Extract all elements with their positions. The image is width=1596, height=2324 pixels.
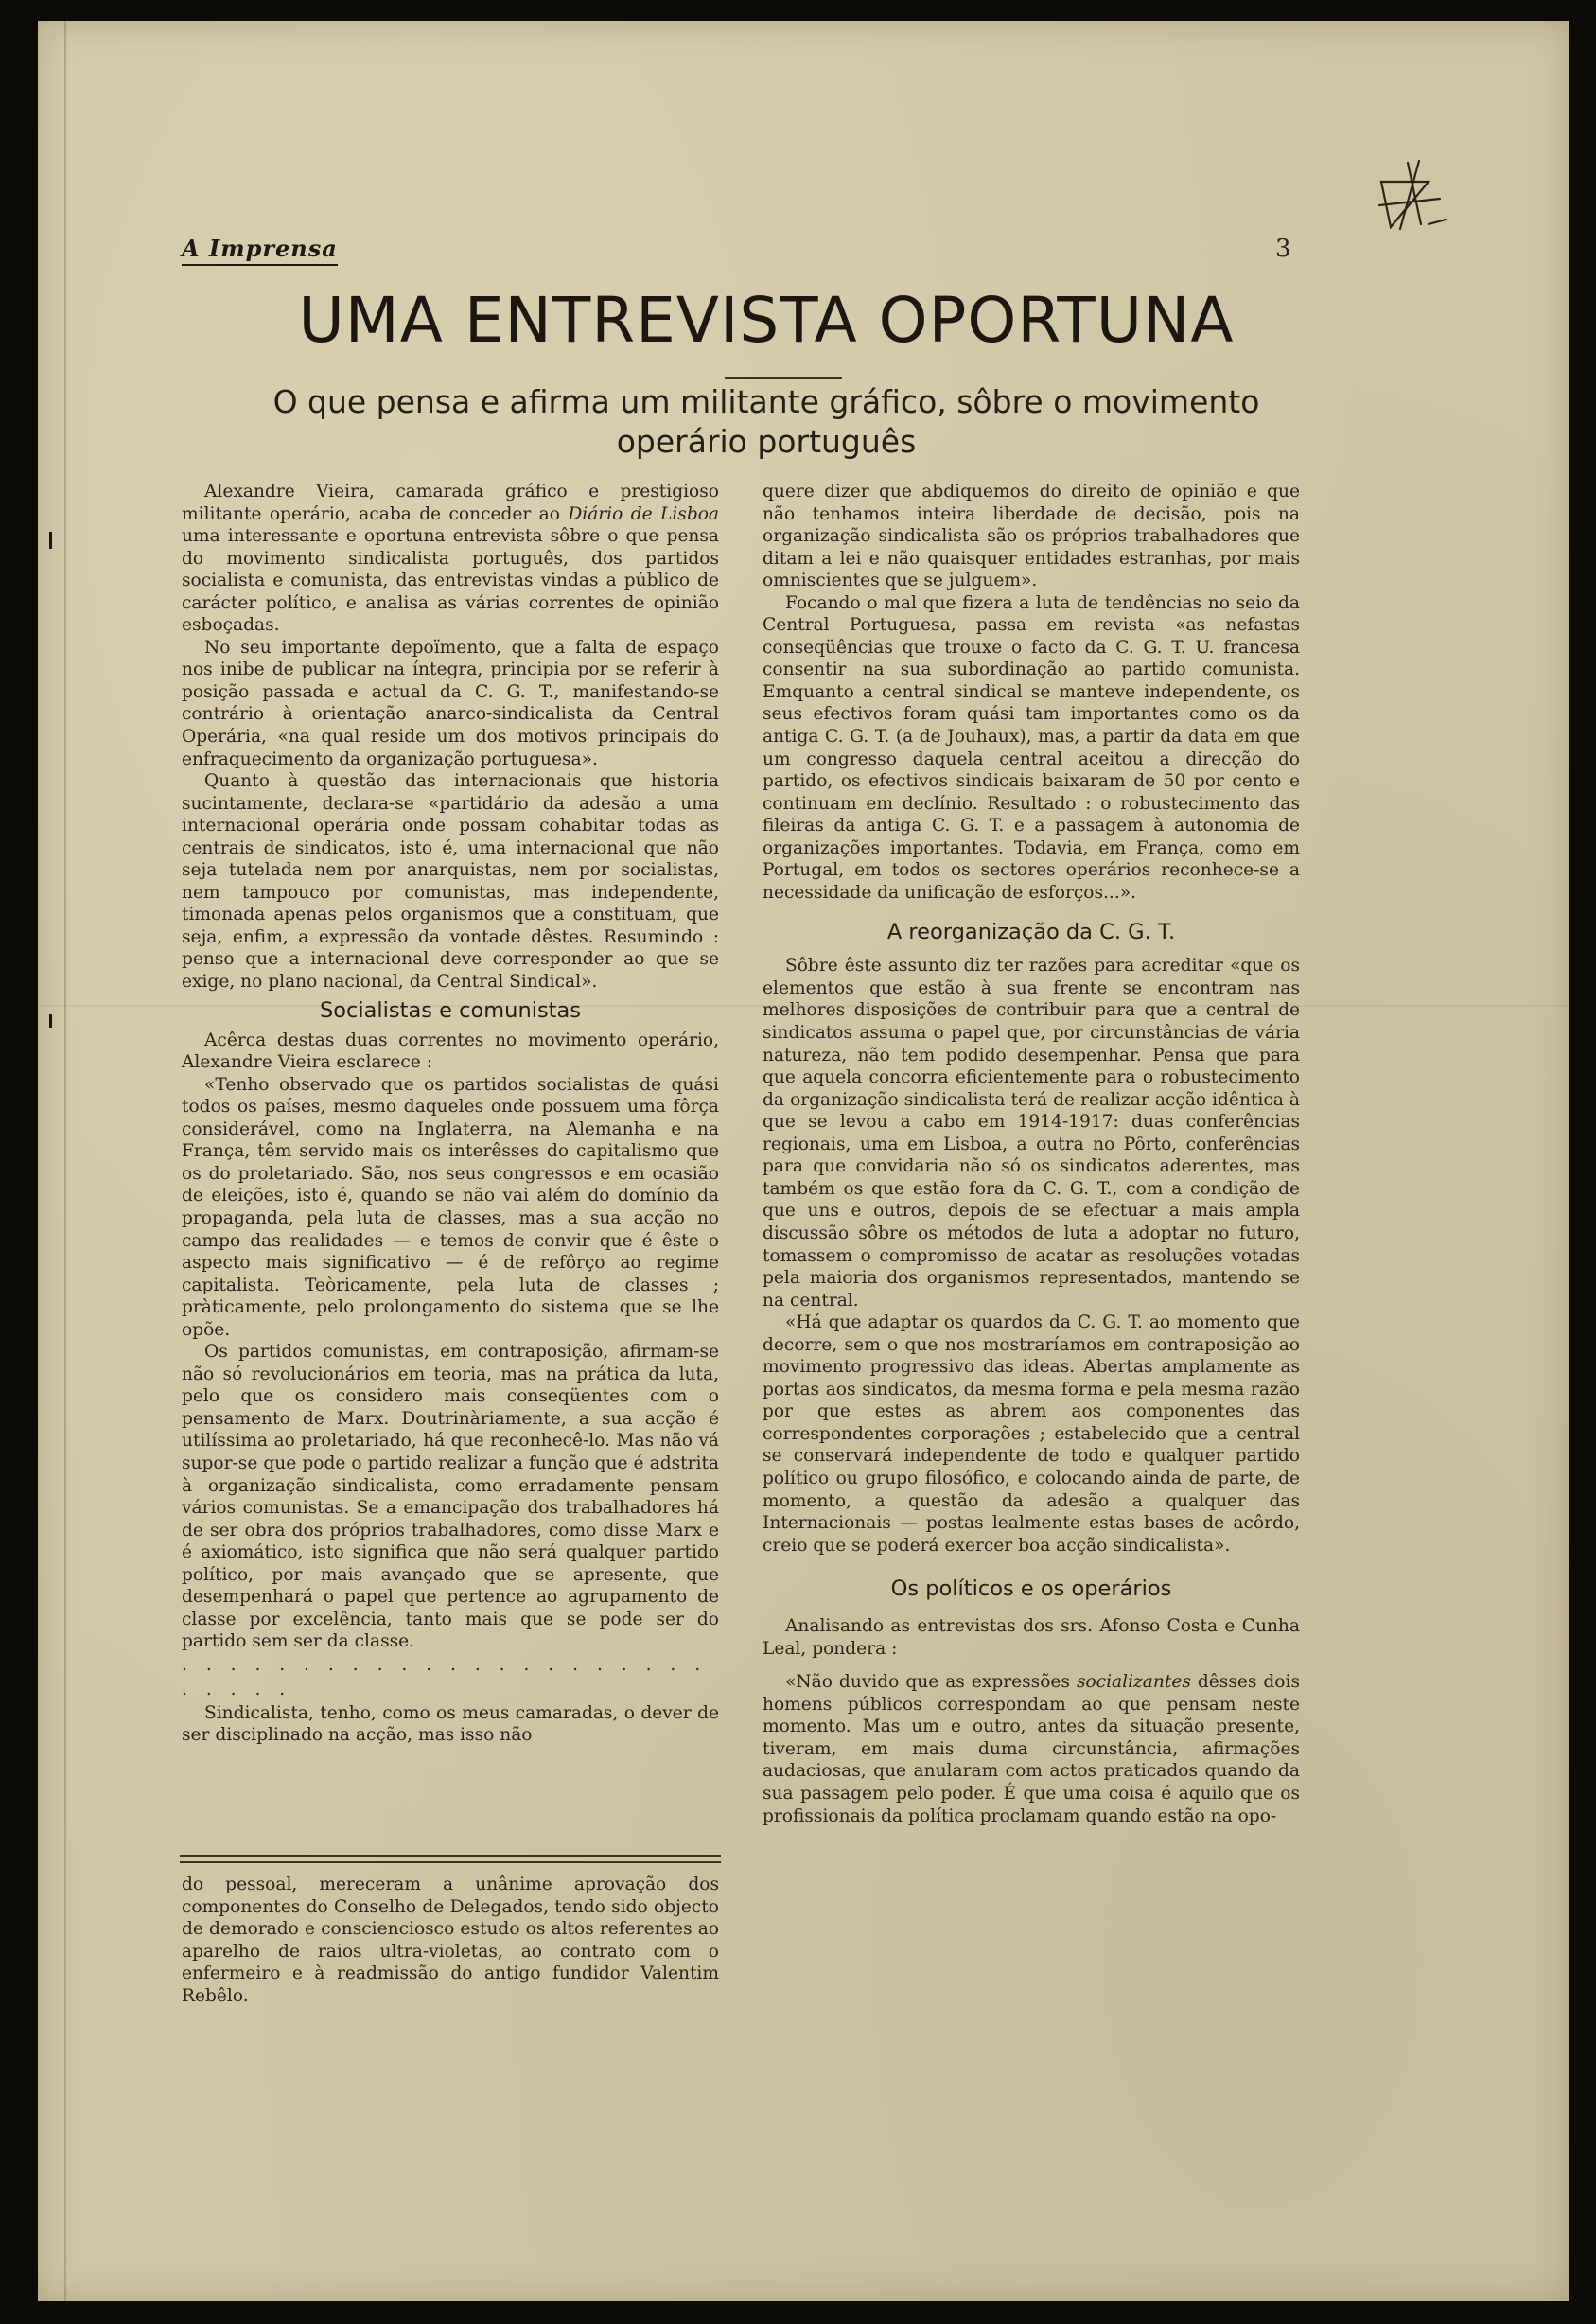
text-span: uma interessante e oportuna entrevista sôbre o que pensa do movimento sindicalista português, dos partidos socialista e comunista, das entrevistas vindas a público de carácter político, e analisa as várias correntes de opinião esboçadas. — [182, 526, 719, 636]
ellipsis-separator: . . . . . . . . . . . . . . . . . . . . . . . . . . . — [182, 1654, 708, 1699]
section-heading: Os políticos e os operários — [890, 1576, 1172, 1602]
left-column — [182, 481, 719, 1747]
double-rule — [180, 1855, 721, 1863]
headline-rule — [725, 377, 842, 379]
right-column — [763, 481, 1300, 1827]
paragraph: Sindicalista, tenho, como os meus camaradas, o dever de ser disciplinado na acção, mas isso não — [182, 1702, 719, 1746]
fold-line — [64, 21, 66, 2301]
newspaper-title: Diário de Lisboa — [568, 503, 720, 524]
paragraph: «Há que adaptar os quardos da C. G. T. ao momento que decorre, sem o que nos mostraríamos em contraposição ao movimento progressivo das ideas. Abertas amplamente as portas aos sindicatos, da mesma forma e pela mesma razão por que estes as abrem aos componentes das correspondentes corporações ; estabelecido que a central se conservará independente de todo e qualquer partido político ou grupo filosófico, e colocando ainda de parte, de momento, a questão da adesão a qualquer das Internacionais — postas lealmente estas bases de acôrdo, creio que se poderá exercer boa acção sindicalista». — [763, 1312, 1300, 1556]
bottom-article-fragment: do pessoal, mereceram a unânime aprovação dos componentes do Conselho de Delegados, tendo sido objecto de demorado e conscienciosco estudo os altos referentes ao aparelho de raios ultra-violetas, ao contrato com o enfermeiro e à readmissão do antigo fundidor Valentim Rebêlo. — [182, 1875, 719, 2006]
publication-name: A Imprensa — [182, 235, 338, 266]
paragraph — [763, 1671, 1300, 1827]
section-heading: Socialistas e comunistas — [319, 997, 582, 1023]
paragraph: «Tenho observado que os partidos socialistas de quási todos os países, mesmo daqueles onde possuem uma fôrça considerável, como na Inglaterra, na Alemanha e na França, têm servido mais os interêsses do capitalismo que os do proletariado. São, nos seus congressos e em ocasião de eleições, isto é, quando se não vai além do domínio da propaganda, pela luta de classes, mas a sua acção no campo das realidades — e temos de convir que é êste o aspecto mais significativo — é de refôrço ao regime capitalista. Teòricamente, pela luta de classes ; pràticamente, pelo prolongamento do sistema que se lhe opõe. — [182, 1074, 719, 1340]
page-number: 3 — [1275, 235, 1291, 263]
paragraph: Focando o mal que fizera a luta de tendências no seio da Central Portuguesa, passa em revista «as nefastas conseqüências que trouxe o facto da C. G. T. U. francesa consentir na sua subordinação ao partido comunista. Emquanto a central sindical se manteve independente, os seus efectivos foram quási tam importantes como os da antiga C. G. T. (a de Jouhaux), mas, a partir da data em que um congresso daquela central aceitou a direcção do partido, os efectivos sindicais baixaram de 50 por cento e continuam em declínio. Resultado : o robustecimento das fileiras da antiga C. G. T. e a passagem à autonomia de organizações importantes. Todavia, em França, como em Portugal, em todos os sectores operários reconhece-se a necessidade da unificação de esforços...». — [763, 592, 1300, 903]
paragraph: quere dizer que abdiquemos do direito de opinião e que não tenhamos inteira liberdade de decisão, pois na organização sindicalista são os próprios trabalhadores que ditam a lei e não quaisquer entidades estranhas, por mais omniscientes que se julguem». — [763, 482, 1300, 591]
paragraph: Analisando as entrevistas dos srs. Afonso Costa e Cunha Leal, pondera : — [763, 1616, 1300, 1659]
paragraph — [182, 481, 719, 637]
paragraph: Quanto à questão das internacionais que historia sucintamente, declara-se «partidário da adesão a uma internacional operária onde possam cohabitar todas as centrais de sindicatos, isto é, uma internacional que não seja tutelada nem por anarquistas, nem por socialistas, nem tampouco por comunistas, mas independente, timonada apenas pelos organismos que a constituam, que seja, enfim, a expressão da vontade dêstes. Resumindo : penso que a internacional deve corresponder ao que se exige, no plano nacional, da Central Sindical». — [182, 771, 719, 993]
margin-mark — [49, 1014, 52, 1028]
handwritten-star-mark — [1362, 153, 1447, 238]
paragraph: Sôbre êste assunto diz ter razões para acreditar «que os elementos que estão à sua frente se encontram nas melhores disposições de contribuir para que a central de sindicatos assuma o papel que, por circunstâncias de vária natureza, não tem podido desempenhar. Pensa que para que aquela concorra eficientemente para o robustecimento da organização sindicalista terá de realizar acção idêntica à que se levou a cabo em 1914-1917: duas conferências regionais, uma em Lisboa, a outra no Pôrto, conferências para que convidaria não só os sindicatos aderentes, mas também os que estão fora da C. G. T., com a condição de que uns e outros, depois de se efectuar a mais ampla discussão sôbre os métodos de luta a adoptar no futuro, tomassem o compromisso de acatar as resoluções votadas pela maioria dos organismos representados, mantendo se na central. — [763, 956, 1300, 1311]
text-span: Alexandre Vieira, camarada gráfico e prestigioso militante operário, acaba de conceder ao — [182, 482, 719, 524]
paragraph: Acêrca destas duas correntes no movimento operário, Alexandre Vieira esclarece : — [182, 1030, 719, 1073]
paragraph: Os partidos comunistas, em contraposição, afirmam-se não só revolucionários em teoria, mas na prática da luta, pelo que os considero mais conseqüentes com o pensamento de Marx. Doutrinàriamente, a sua acção é utilíssima ao proletariado, há que reconhecê-lo. Mas não vá supor-se que pode o partido realizar a função que é adstrita à organização sindicalista, como erradamente pensam vários comunistas. Se a emancipação dos trabalhadores há de ser obra dos próprios trabalhadores, como disse Marx e é axiomático, isto significa que não será qualquer partido político, por mais avançado que se apresente, que desempenhará o papel que pertence ao agrupamento de classe por excelência, tanto mais que se pode ser do partido sem ser da classe. — [182, 1342, 719, 1652]
headline: UMA ENTREVISTA OPORTUNA — [298, 284, 1235, 357]
section-heading: A reorganização da C. G. T. — [886, 920, 1176, 945]
italic-word: socializantes — [1076, 1672, 1191, 1693]
margin-mark — [49, 532, 52, 549]
subheadline: O que pensa e afirma um militante gráfico, sôbre o movimento operário português — [272, 383, 1260, 460]
paragraph: No seu importante depoïmento, que a falta de espaço nos inibe de publicar na íntegra, principia por se referir à posição passada e actual da C. G. T., manifestando-se contrário à orientação anarco-sindicalista da Central Operária, «na qual reside um dos motivos principais do enfraquecimento da organização portuguesa». — [182, 637, 719, 769]
text-span: «Não duvido que as expressões — [785, 1672, 1077, 1693]
text-span: dêsses dois homens públicos correspondam ao que pensam neste momento. Mas um e outro, antes da situação presente, tiveram, em mais duma circunstância, afirmações audaciosas, que anularam com actos praticados quando da sua passagem pelo poder. É que uma coisa é aquilo que os profissionais da política proclamam quando estão na opo- — [763, 1672, 1300, 1826]
